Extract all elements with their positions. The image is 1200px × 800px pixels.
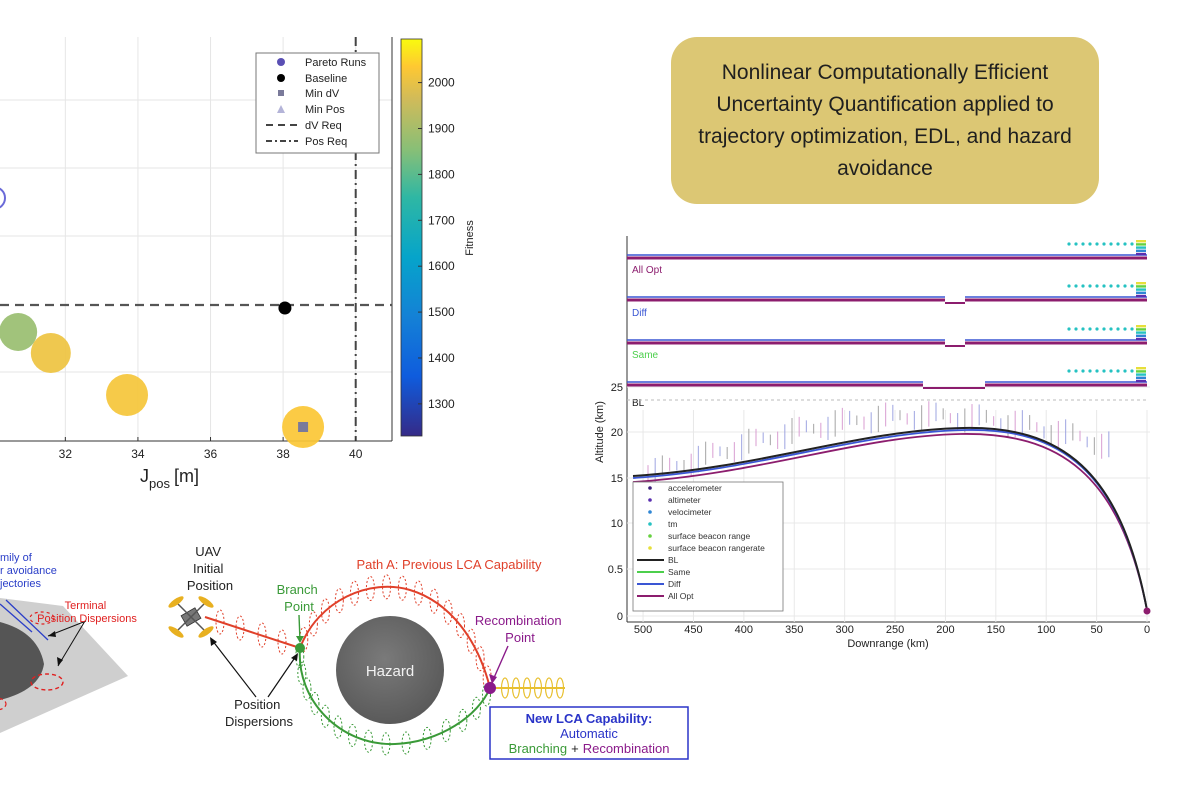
sensor-dot	[1123, 369, 1126, 372]
family-label: mily of r avoidance jectories	[0, 552, 57, 590]
alt-legend	[633, 482, 783, 611]
sensor-dot	[1067, 242, 1070, 245]
alt-x-tick-label: 350	[785, 624, 804, 636]
capability-title: New LCA Capability:	[525, 711, 653, 726]
alt-legend-entry: Same	[668, 567, 691, 577]
pareto-point	[106, 374, 148, 416]
sensor-dot	[1123, 242, 1126, 245]
alt-legend-entry: velocimeter	[668, 507, 712, 517]
alt-legend-marker	[648, 510, 652, 514]
alt-legend-entry: surface beacon rangerate	[668, 543, 765, 553]
sensor-dot	[1088, 369, 1091, 372]
sensor-marker	[1136, 367, 1146, 369]
title-text: Nonlinear Computationally Efficient Uncertainty Quantification applied to trajectory optimization, EDL, and hazard avoidance	[698, 60, 1072, 180]
alt-legend-marker	[648, 534, 652, 538]
pareto-chart	[0, 37, 476, 491]
strip-label: Diff	[632, 308, 647, 319]
legend-baseline: Baseline	[305, 73, 348, 85]
sensor-dot	[1109, 242, 1112, 245]
alt-x-tick-label: 100	[1037, 624, 1056, 636]
strip-label: All Opt	[632, 265, 663, 276]
alt-x-ticks	[634, 624, 1150, 636]
sensor-dot	[1081, 327, 1084, 330]
alt-legend-marker	[648, 546, 652, 550]
alt-y-tick-label: 25	[610, 382, 623, 394]
sensor-marker	[1136, 282, 1146, 284]
legend-min-dv-marker	[278, 90, 284, 96]
alt-legend-entry: BL	[668, 555, 679, 565]
sensor-dot	[1109, 327, 1112, 330]
colorbar-tick-label: 1500	[428, 305, 455, 320]
colorbar-tick-label: 1300	[428, 396, 455, 411]
sensor-marker	[1136, 328, 1146, 330]
alt-legend-entry: altimeter	[668, 495, 701, 505]
pareto-legend	[256, 53, 379, 153]
sensor-dot	[1109, 369, 1112, 372]
position-dispersions-label: Position Dispersions	[225, 697, 293, 729]
alt-x-tick-label: 200	[936, 624, 955, 636]
sensor-dot	[1074, 284, 1077, 287]
alt-legend-entry: surface beacon range	[668, 531, 751, 541]
sensor-marker	[1136, 295, 1146, 297]
hazard-diagram	[167, 544, 691, 759]
sensor-marker	[1136, 250, 1146, 252]
alt-x-tick-label: 500	[633, 624, 653, 636]
altitude-chart	[594, 236, 1151, 650]
colorbar-tick-label: 1700	[428, 213, 455, 228]
colorbar-tick-label: 1800	[428, 167, 455, 182]
alt-y-label: Altitude (km)	[594, 401, 606, 463]
sensor-dot	[1067, 369, 1070, 372]
uav-label: UAV Initial Position	[186, 544, 234, 593]
sensor-dot	[1123, 327, 1126, 330]
alt-y-tick-label: 15	[610, 473, 623, 485]
recombination-arrow	[493, 646, 508, 680]
sensor-marker	[1136, 380, 1146, 382]
legend-min-dv: Min dV	[305, 88, 340, 100]
sensor-dot	[1095, 242, 1098, 245]
sensor-marker	[1136, 246, 1146, 248]
legend-dv-req: dV Req	[305, 120, 342, 132]
sensor-dot	[1116, 327, 1119, 330]
sensor-marker	[1136, 288, 1146, 290]
alt-y-tick-label: 0	[616, 611, 623, 623]
colorbar-tick-label: 1600	[428, 259, 455, 274]
legend-min-pos: Min Pos	[305, 104, 345, 116]
strip-label: Same	[632, 350, 659, 361]
alt-legend-entry: accelerometer	[668, 483, 722, 493]
dispersion-arrow	[268, 656, 296, 697]
sensor-marker	[1136, 240, 1146, 242]
sensor-dot	[1116, 242, 1119, 245]
sensor-dot	[1130, 327, 1133, 330]
family-diagram	[0, 552, 137, 733]
sensor-marker	[1136, 331, 1146, 333]
alt-x-label: Downrange (km)	[847, 638, 929, 650]
sensor-dot	[1095, 327, 1098, 330]
sensor-dot	[1102, 284, 1105, 287]
alt-legend-marker	[648, 498, 652, 502]
alt-y-ticks	[608, 382, 623, 623]
sensor-dot	[1130, 242, 1133, 245]
pareto-x-tick-label: 32	[58, 447, 73, 461]
capability-line2: Automatic	[560, 726, 618, 741]
pareto-x-tick-label: 40	[349, 447, 363, 461]
alt-strips	[627, 240, 1147, 409]
colorbar-label: Fitness	[464, 220, 476, 256]
dispersion-arrow	[212, 640, 256, 697]
alt-legend-marker	[648, 486, 652, 490]
alt-legend-marker	[648, 522, 652, 526]
alt-y-tick-label: 0.5	[607, 564, 623, 576]
landing-point	[1144, 608, 1151, 615]
sensor-dot	[1081, 284, 1084, 287]
colorbar-tick-label: 2000	[428, 75, 455, 90]
sensor-marker	[1136, 253, 1146, 255]
sensor-dot	[1088, 242, 1091, 245]
pareto-x-tick-label: 36	[203, 447, 218, 461]
sensor-marker	[1136, 338, 1146, 340]
terminal-dispersions-label: Terminal Position Dispersions	[37, 600, 137, 625]
alt-legend-entry: All Opt	[668, 591, 694, 601]
legend-baseline-marker	[277, 74, 285, 82]
baseline-point	[278, 302, 291, 315]
hazard-label: Hazard	[365, 663, 415, 680]
sensor-marker	[1136, 370, 1146, 372]
sensor-marker	[1136, 292, 1146, 294]
colorbar-tick-label: 1900	[428, 121, 455, 136]
alt-x-tick-label: 300	[835, 624, 854, 636]
alt-legend-entry: tm	[668, 519, 678, 529]
sensor-dot	[1088, 327, 1091, 330]
pareto-x-label: $J_{pos}$ [m]	[140, 466, 199, 491]
min-dv-point	[298, 422, 308, 432]
sensor-dot	[1074, 242, 1077, 245]
sensor-dot	[1102, 369, 1105, 372]
colorbar-ticks	[418, 76, 455, 411]
alt-legend-entry: Diff	[668, 579, 681, 589]
sensor-marker	[1136, 377, 1146, 379]
legend-pareto-marker	[277, 58, 285, 66]
colorbar-tick-label: 1400	[428, 350, 455, 365]
sensor-dot	[1102, 327, 1105, 330]
alt-x-tick-label: 50	[1090, 624, 1103, 636]
legend-pos-req: Pos Req	[305, 136, 348, 148]
sensor-dot	[1123, 284, 1126, 287]
sensor-dot	[1067, 327, 1070, 330]
sensor-marker	[1136, 285, 1146, 287]
pareto-point	[0, 313, 37, 351]
alt-x-tick-label: 250	[885, 624, 905, 636]
sensor-dot	[1074, 327, 1077, 330]
strip-label: BL	[632, 398, 645, 409]
sensor-dot	[1102, 242, 1105, 245]
capability-line3: Branching + Recombination	[508, 741, 670, 756]
recombination-point-marker	[484, 682, 496, 694]
sensor-dot	[1067, 284, 1070, 287]
sensor-dot	[1130, 369, 1133, 372]
recombination-label: Recombination Point	[474, 613, 562, 645]
branch-point-marker	[295, 643, 305, 653]
pareto-x-tick-label: 38	[276, 447, 290, 461]
sensor-dot	[1116, 369, 1119, 372]
sensor-dot	[1095, 369, 1098, 372]
alt-y-tick-label: 20	[610, 427, 623, 439]
colorbar	[401, 39, 422, 436]
legend-pareto-runs: Pareto Runs	[305, 57, 367, 69]
sensor-marker	[1136, 335, 1146, 337]
sensor-dot	[1081, 369, 1084, 372]
sensor-dot	[1116, 284, 1119, 287]
sensor-dot	[1088, 284, 1091, 287]
sensor-dot	[1081, 242, 1084, 245]
alt-y-tick-label: 10	[610, 518, 623, 530]
alt-x-tick-label: 400	[734, 624, 754, 636]
branch-point-label: Branch Point	[276, 582, 318, 614]
sensor-dot	[1130, 284, 1133, 287]
path-a-label: Path A: Previous LCA Capability	[356, 557, 542, 572]
sensor-dot	[1095, 284, 1098, 287]
pareto-x-tick-label: 34	[131, 447, 145, 461]
arrow-head	[291, 653, 298, 661]
sensor-marker	[1136, 373, 1146, 375]
sensor-dot	[1074, 369, 1077, 372]
pareto-point	[31, 333, 71, 373]
alt-x-tick-label: 450	[684, 624, 703, 636]
sensor-dot	[1109, 284, 1112, 287]
alt-x-tick-label: 0	[1143, 624, 1151, 636]
sensor-marker	[1136, 243, 1146, 245]
alt-x-tick-label: 150	[986, 624, 1006, 636]
sensor-marker	[1136, 325, 1146, 327]
